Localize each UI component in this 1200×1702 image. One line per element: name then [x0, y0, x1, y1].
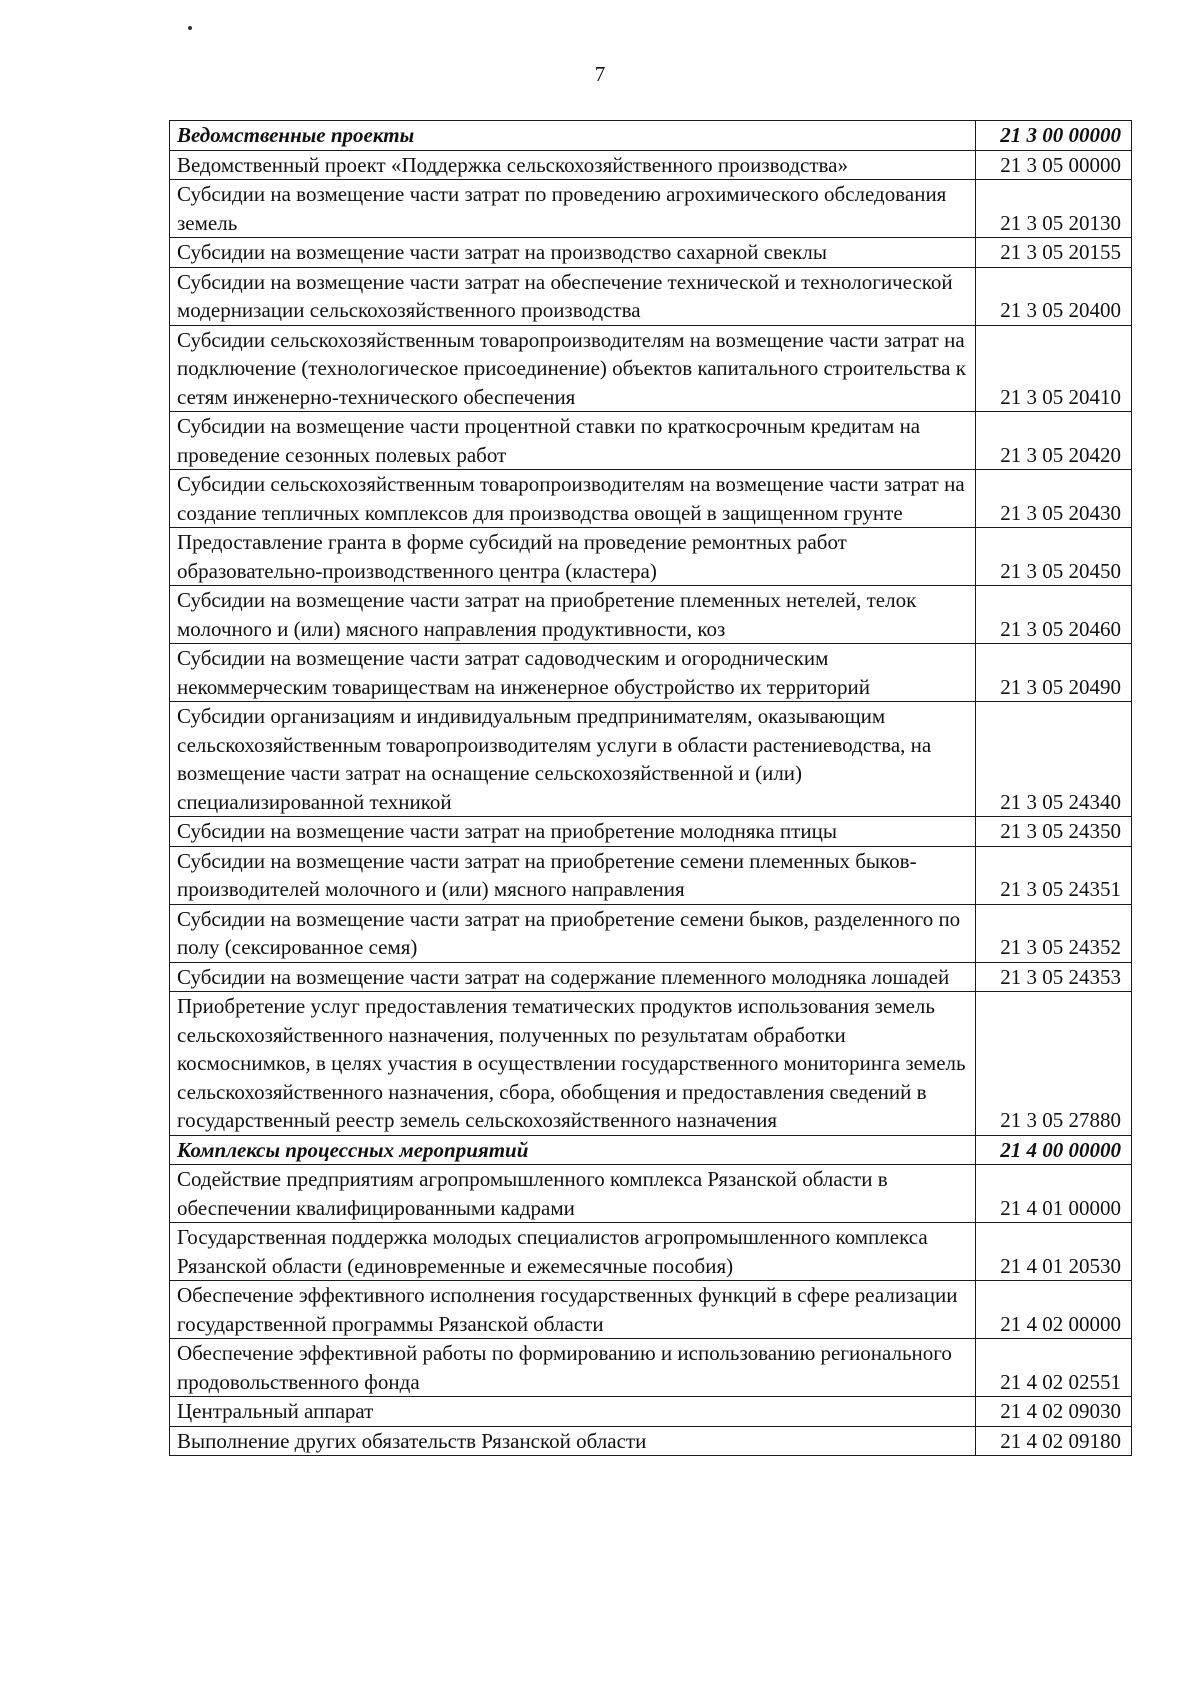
table-body	[170, 121, 1132, 1456]
table-row	[170, 904, 1132, 962]
item-name-cell: Субсидии сельскохозяйственным товаропроизводителям на возмещение части затрат на создание тепличных комплексов для производства овощей в защищенном грунте	[170, 470, 976, 528]
item-code-cell: 21 3 05 20430	[976, 470, 1132, 528]
table-row	[170, 1281, 1132, 1339]
item-name-cell: Субсидии на возмещение части затрат садоводческим и огородническим некоммерческим товариществам на инженерное обустройство их территорий	[170, 644, 976, 702]
table-row	[170, 470, 1132, 528]
table-row	[170, 267, 1132, 325]
section-code-cell: 21 4 00 00000	[976, 1135, 1132, 1165]
section-row	[170, 1135, 1132, 1165]
table-row	[170, 1426, 1132, 1456]
table-row	[170, 412, 1132, 470]
item-code-cell: 21 3 05 24353	[976, 962, 1132, 992]
table-row	[170, 325, 1132, 412]
item-name-cell: Субсидии на возмещение части затрат на приобретение семени быков, разделенного по полу (сексированное семя)	[170, 904, 976, 962]
table-row	[170, 150, 1132, 180]
item-name-cell: Субсидии на возмещение части затрат на производство сахарной свеклы	[170, 238, 976, 268]
section-code-cell: 21 3 00 00000	[976, 121, 1132, 151]
item-name-cell: Субсидии на возмещение части затрат на содержание племенного молодняка лошадей	[170, 962, 976, 992]
item-name-cell: Субсидии на возмещение части затрат по проведению агрохимического обследования земель	[170, 180, 976, 238]
budget-classification-table	[169, 120, 1132, 1456]
item-name-cell: Субсидии на возмещение части процентной ставки по краткосрочным кредитам на проведение сезонных полевых работ	[170, 412, 976, 470]
item-name-cell: Государственная поддержка молодых специалистов агропромышленного комплекса Рязанской области (единовременные и ежемесячные пособия)	[170, 1223, 976, 1281]
item-name-cell: Обеспечение эффективной работы по формированию и использованию регионального продовольственного фонда	[170, 1339, 976, 1397]
section-title-cell: Комплексы процессных мероприятий	[170, 1135, 976, 1165]
item-code-cell: 21 3 05 24351	[976, 846, 1132, 904]
item-code-cell: 21 3 05 24340	[976, 702, 1132, 817]
item-code-cell: 21 3 05 20490	[976, 644, 1132, 702]
item-code-cell: 21 4 02 00000	[976, 1281, 1132, 1339]
item-code-cell: 21 3 05 20400	[976, 267, 1132, 325]
item-name-cell: Субсидии на возмещение части затрат на приобретение семени племенных быков-производителей молочного и (или) мясного направления	[170, 846, 976, 904]
table-row	[170, 238, 1132, 268]
item-code-cell: 21 3 05 20420	[976, 412, 1132, 470]
item-code-cell: 21 3 05 20130	[976, 180, 1132, 238]
table-row	[170, 586, 1132, 644]
item-code-cell: 21 4 01 00000	[976, 1165, 1132, 1223]
item-name-cell: Центральный аппарат	[170, 1397, 976, 1427]
item-code-cell: 21 3 05 00000	[976, 150, 1132, 180]
item-name-cell: Субсидии на возмещение части затрат на обеспечение технической и технологической модернизации сельскохозяйственного производства	[170, 267, 976, 325]
table-row	[170, 1165, 1132, 1223]
item-code-cell: 21 4 02 09180	[976, 1426, 1132, 1456]
table-row	[170, 1339, 1132, 1397]
item-code-cell: 21 3 05 20155	[976, 238, 1132, 268]
item-name-cell: Приобретение услуг предоставления тематических продуктов использования земель сельскохозяйственного назначения, полученных по результатам обработки космоснимков, в целях участия в осуществлении государственного мониторинга земель сельскохозяйственного назначения, сбора, обобщения и предоставления сведений в государственный реестр земель сельскохозяйственного назначения	[170, 992, 976, 1136]
item-name-cell: Субсидии на возмещение части затрат на приобретение племенных нетелей, телок молочного и (или) мясного направления продуктивности, коз	[170, 586, 976, 644]
item-name-cell: Предоставление гранта в форме субсидий на проведение ремонтных работ образовательно-производственного центра (кластера)	[170, 528, 976, 586]
table-row	[170, 702, 1132, 817]
item-code-cell: 21 4 01 20530	[976, 1223, 1132, 1281]
table-row	[170, 992, 1132, 1136]
table-row	[170, 528, 1132, 586]
item-code-cell: 21 3 05 24352	[976, 904, 1132, 962]
item-code-cell: 21 3 05 24350	[976, 817, 1132, 847]
item-code-cell: 21 4 02 09030	[976, 1397, 1132, 1427]
item-name-cell: Субсидии сельскохозяйственным товаропроизводителям на возмещение части затрат на подключение (технологическое присоединение) объектов капитального строительства к сетям инженерно-технического обеспечения	[170, 325, 976, 412]
section-title-cell: Ведомственные проекты	[170, 121, 976, 151]
item-code-cell: 21 3 05 20450	[976, 528, 1132, 586]
item-name-cell: Содействие предприятиям агропромышленного комплекса Рязанской области в обеспечении квалифицированными кадрами	[170, 1165, 976, 1223]
item-name-cell: Выполнение других обязательств Рязанской области	[170, 1426, 976, 1456]
section-row	[170, 121, 1132, 151]
table-row	[170, 180, 1132, 238]
item-code-cell: 21 4 02 02551	[976, 1339, 1132, 1397]
table-row	[170, 1397, 1132, 1427]
scan-speck	[188, 26, 192, 30]
item-name-cell: Ведомственный проект «Поддержка сельскохозяйственного производства»	[170, 150, 976, 180]
table-row	[170, 817, 1132, 847]
table-row	[170, 1223, 1132, 1281]
item-name-cell: Субсидии на возмещение части затрат на приобретение молодняка птицы	[170, 817, 976, 847]
item-code-cell: 21 3 05 20460	[976, 586, 1132, 644]
table-row	[170, 644, 1132, 702]
item-code-cell: 21 3 05 20410	[976, 325, 1132, 412]
item-name-cell: Обеспечение эффективного исполнения государственных функций в сфере реализации государственной программы Рязанской области	[170, 1281, 976, 1339]
item-code-cell: 21 3 05 27880	[976, 992, 1132, 1136]
table-row	[170, 846, 1132, 904]
table-row	[170, 962, 1132, 992]
item-name-cell: Субсидии организациям и индивидуальным предпринимателям, оказывающим сельскохозяйственным товаропроизводителям услуги в области растениеводства, на возмещение части затрат на оснащение сельскохозяйственной и (или) специализированной техникой	[170, 702, 976, 817]
page-number: 7	[594, 62, 606, 86]
